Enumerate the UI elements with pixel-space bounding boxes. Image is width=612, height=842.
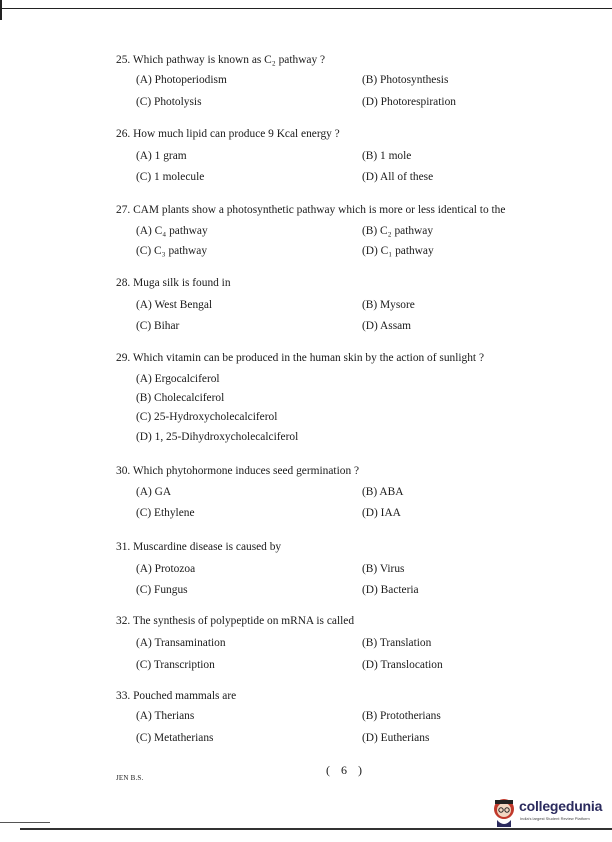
option-b: (B) Prototherians bbox=[362, 710, 441, 722]
logo-tagline: India's largest Student Review Platform bbox=[520, 816, 590, 821]
option-a: (A) C₄ pathway bbox=[136, 225, 208, 237]
question-stem: 28. Muga silk is found in bbox=[116, 277, 231, 289]
question-32 bbox=[116, 613, 536, 673]
scan-top-border bbox=[0, 8, 612, 9]
question-30 bbox=[116, 463, 536, 523]
exam-code: JEN B.S. bbox=[116, 774, 144, 782]
option-b: (B) Photosynthesis bbox=[362, 74, 449, 86]
question-33 bbox=[116, 688, 536, 748]
option-a: (A) Ergocalciferol bbox=[136, 373, 220, 385]
scan-edge-mark bbox=[0, 0, 2, 20]
option-a: (A) Therians bbox=[136, 710, 195, 722]
option-a: (A) West Bengal bbox=[136, 299, 213, 311]
question-stem: 29. Which vitamin can be produced in the human skin by the action of sunlight ? bbox=[116, 352, 485, 364]
option-d: (D) Translocation bbox=[362, 659, 443, 671]
option-b: (B) Mysore bbox=[362, 299, 415, 311]
option-d: (D) Bacteria bbox=[362, 584, 419, 596]
option-c: (C) 1 molecule bbox=[136, 171, 205, 183]
question-stem: 30. Which phytohormone induces seed germination ? bbox=[116, 465, 360, 477]
option-c: (C) Ethylene bbox=[136, 507, 195, 519]
page-number: ( 6 ) bbox=[326, 763, 366, 777]
question-stem: 26. How much lipid can produce 9 Kcal energy ? bbox=[116, 128, 340, 140]
option-c: (C) Fungus bbox=[136, 584, 188, 596]
option-d: (D) IAA bbox=[362, 507, 401, 519]
question-31 bbox=[116, 539, 536, 599]
question-26 bbox=[116, 126, 536, 186]
scan-mark bbox=[0, 822, 50, 823]
logo-name: collegedunia bbox=[519, 798, 603, 814]
option-c: (C) 25-Hydroxycholecalciferol bbox=[136, 411, 278, 423]
question-stem: 32. The synthesis of polypeptide on mRNA is called bbox=[116, 615, 355, 627]
option-c: (C) Metatherians bbox=[136, 732, 214, 744]
option-d: (D) All of these bbox=[362, 171, 434, 183]
option-a: (A) Protozoa bbox=[136, 563, 196, 575]
option-b: (B) 1 mole bbox=[362, 150, 412, 162]
question-stem: 31. Muscardine disease is caused by bbox=[116, 541, 282, 553]
option-d: (D) 1, 25-Dihydroxycholecalciferol bbox=[136, 431, 299, 443]
option-b: (B) C₂ pathway bbox=[362, 225, 434, 237]
option-d: (D) Eutherians bbox=[362, 732, 430, 744]
option-a: (A) 1 gram bbox=[136, 150, 187, 162]
option-c: (C) Transcription bbox=[136, 659, 215, 671]
option-d: (D) C₁ pathway bbox=[362, 245, 434, 257]
question-stem: 33. Pouched mammals are bbox=[116, 690, 237, 702]
question-28 bbox=[116, 275, 536, 335]
question-25 bbox=[116, 52, 536, 112]
question-stem: 25. Which pathway is known as C₂ pathway ? bbox=[116, 54, 326, 66]
question-27 bbox=[116, 202, 536, 262]
option-b: (B) Virus bbox=[362, 563, 405, 575]
option-c: (C) C₃ pathway bbox=[136, 245, 208, 257]
collegedunia-logo bbox=[491, 795, 611, 829]
option-c: (C) Photolysis bbox=[136, 96, 202, 108]
option-b: (B) ABA bbox=[362, 486, 404, 498]
option-b: (B) Translation bbox=[362, 637, 432, 649]
option-a: (A) Photoperiodism bbox=[136, 74, 227, 86]
option-b: (B) Cholecalciferol bbox=[136, 392, 225, 404]
option-c: (C) Bihar bbox=[136, 320, 180, 332]
mascot-icon bbox=[491, 795, 519, 829]
option-a: (A) Transamination bbox=[136, 637, 226, 649]
option-d: (D) Photorespiration bbox=[362, 96, 456, 108]
question-stem: 27. CAM plants show a photosynthetic pathway which is more or less identical to the bbox=[116, 204, 506, 216]
question-29 bbox=[116, 350, 536, 448]
option-d: (D) Assam bbox=[362, 320, 412, 332]
option-a: (A) GA bbox=[136, 486, 172, 498]
